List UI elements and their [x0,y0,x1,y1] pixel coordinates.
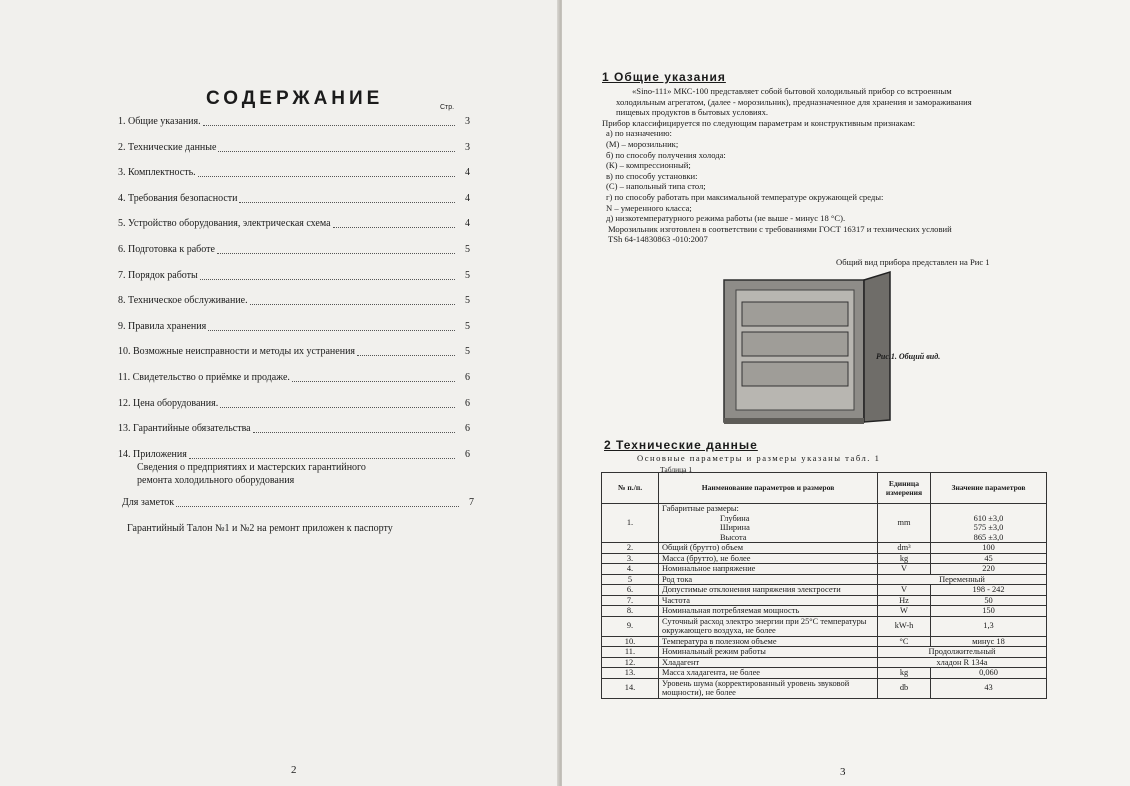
row-value: хладон R 134a [878,657,1047,668]
row-value: 610 ±3,0 575 ±3,0 865 ±3,0 [931,504,1047,543]
freezer-door [864,272,890,422]
leader-dots [176,497,459,507]
table-row [602,564,1047,575]
figure-caption: Рис.1. Общий вид. [876,352,941,361]
freezer-illustration [714,268,934,428]
body-line: г) по способу работать при максимальной температуре окружающей среды: [606,191,884,202]
row-number: 8. [602,606,659,617]
row-number: 6. [602,585,659,596]
body-line: в) по способу установки: [606,170,698,181]
table-row [602,647,1047,658]
toc-notes-row [122,497,474,508]
appendix-subtitle: Сведения о предприятиях и мастерских гарантийного ремонта холодильного оборудования [137,462,366,486]
row-name: Частота [659,595,878,606]
row-name: Уровень шума (корректированный уровень звуковой мощности), не более [659,678,878,698]
page-number-right: 3 [840,766,846,778]
section-2-heading: 2 Технические данные [604,438,758,452]
leader-dots [250,295,455,305]
toc-item-label: 13. Гарантийные обязательства [118,423,251,435]
row-number: 3. [602,553,659,564]
toc-item-label: 5. Устройство оборудования, электрическая схема [118,218,331,230]
table-label: Таблица 1 [660,465,693,474]
row-unit: Hz [878,595,931,606]
toc-title: СОДЕРЖАНИЕ [206,88,384,109]
toc-item-label: 12. Цена оборудования. [118,397,219,409]
section-1-heading: 1 Общие указания [602,70,726,84]
row-name: Суточный расход электро энергии при 25°С температуры окружающего воздуха, не более [659,616,878,636]
toc-item-page: 6 [465,371,470,383]
toc-item [118,372,470,398]
toc-item [118,244,470,270]
row-value: Продолжительный [878,647,1047,658]
general-instructions [602,86,1042,245]
table-row [602,543,1047,554]
row-unit: kg [878,553,931,564]
freezer-base [724,418,864,424]
toc-item [118,295,470,321]
header-value: Значение параметров [931,473,1047,504]
table-row [602,606,1047,617]
body-line: холодильным агрегатом, (далее - морозильник), предназначенное для хранения и замораживания [616,96,972,107]
toc-item-page: 4 [465,167,470,179]
body-line: «Sino-111» МКС-100 представляет собой бытовой холодильный прибор со встроенным [632,86,952,96]
left-page [0,0,560,786]
row-number: 13. [602,668,659,679]
toc-item-page: 3 [465,116,470,127]
page-number-left: 2 [291,764,297,776]
row-unit: V [878,564,931,575]
body-line: а) по назначению: [606,128,672,139]
leader-dots [217,244,455,254]
freezer-drawer-3 [742,362,848,386]
leader-dots [239,193,455,203]
toc-item [118,398,470,424]
toc-item-page: 6 [465,423,470,435]
toc-item-page: 6 [465,448,470,460]
body-line: Прибор классифицируется по следующим параметрам и конструктивным признакам: [602,117,916,128]
toc-item-label: 2. Технические данные [118,141,217,153]
toc-item [118,423,470,449]
row-unit: V [878,585,931,596]
tech-intro: Основные параметры и размеры указаны табл. 1 [637,453,881,463]
row-value: 198 - 242 [931,585,1047,596]
toc-item-page: 4 [465,218,470,230]
row-unit: mm [878,504,931,543]
body-line: б) по способу получения холода: [606,149,726,160]
row-name: Номинальное напряжение [659,564,878,575]
page-column-label: Стр. [440,104,455,111]
row-number: 2. [602,543,659,554]
toc-item-label: 9. Правила хранения [118,320,207,332]
table-row [602,657,1047,668]
row-unit: dm³ [878,543,931,554]
toc-item [118,142,470,168]
row-unit: W [878,606,931,617]
body-line: (М) – морозильник; [606,138,679,149]
leader-dots [198,167,455,177]
toc-item-page: 4 [465,192,470,204]
table-row [602,595,1047,606]
row-number: 12. [602,657,659,668]
row-unit: db [878,678,931,698]
freezer-drawer-2 [742,332,848,356]
leader-dots [203,116,455,126]
leader-dots [189,449,455,459]
toc-item [118,346,470,372]
toc-list [118,116,470,474]
row-name: Хладагент [659,657,878,668]
header-number: № п./п. [602,473,659,504]
header-name: Наименование параметров и размеров [659,473,878,504]
toc-item-label: 3. Комплектность. [118,167,196,179]
leader-dots [333,218,455,228]
table-row [602,504,1047,543]
toc-item-page: 6 [465,397,470,409]
toc-item-label: 6. Подготовка к работе [118,243,215,255]
leader-dots [253,423,455,433]
toc-item [118,167,470,193]
table-row [602,585,1047,596]
toc-item-label: 7. Порядок работы [118,269,198,281]
row-number: 10. [602,636,659,647]
notes-label: Для заметок [122,497,175,508]
parameters-table [601,472,1047,699]
header-unit: Единица измерения [878,473,931,504]
row-number: 1. [602,504,659,543]
row-value: 100 [931,543,1047,554]
leader-dots [292,372,455,382]
row-unit: °С [878,636,931,647]
row-number: 5 [602,574,659,585]
body-line: (К) – компрессионный; [606,160,691,171]
row-value: 43 [931,678,1047,698]
row-name: Масса хладагента, не более [659,668,878,679]
body-line: Морозильник изготовлен в соответствии с требованиями ГОСТ 16317 и технических условий [608,223,952,234]
row-value: 50 [931,595,1047,606]
row-value: 220 [931,564,1047,575]
toc-item-label: 4. Требования безопасности [118,192,238,204]
row-name: Род тока [659,574,878,585]
row-name: Габаритные размеры: Глубина Ширина Высота [659,504,878,543]
body-line: N – умеренного класса; [606,202,692,213]
row-name: Номинальный режим работы [659,647,878,658]
table-row [602,553,1047,564]
toc-item-label: 11. Свидетельство о приёмке и продаже. [118,371,290,383]
guarantee-note: Гарантийный Талон №1 и №2 на ремонт приложен к паспорту [127,523,393,534]
leader-dots [220,398,455,408]
row-number: 11. [602,647,659,658]
body-line: TSh 64-14830863 -010:2007 [608,234,708,245]
leader-dots [200,270,455,280]
toc-item [118,193,470,219]
body-line: (С) – напольный типа стол; [606,181,706,192]
leader-dots [218,142,455,152]
row-name: Номинальная потребляемая мощность [659,606,878,617]
table-row [602,574,1047,585]
row-number: 9. [602,616,659,636]
table-row [602,616,1047,636]
figure-reference: Общий вид прибора представлен на Рис 1 [836,257,990,267]
toc-item-label: 10. Возможные неисправности и методы их устранения [118,346,356,358]
row-value: минус 18 [931,636,1047,647]
toc-item [118,116,470,142]
row-value: 0,060 [931,668,1047,679]
toc-item [118,270,470,296]
row-name: Температура в полезном объеме [659,636,878,647]
table-row [602,668,1047,679]
toc-item-label: 14. Приложения [118,448,187,460]
toc-item-page: 5 [465,269,470,281]
table-row [602,678,1047,698]
row-value: 1,3 [931,616,1047,636]
right-page [562,0,1130,786]
row-unit: kW-h [878,616,931,636]
freezer-drawer-1 [742,302,848,326]
toc-item [118,321,470,347]
toc-item-page: 5 [465,320,470,332]
table-header-row [602,473,1047,504]
toc-item-page: 3 [465,141,470,153]
toc-item-label: 8. Техническое обслуживание. [118,295,248,307]
row-value: Переменный [878,574,1047,585]
row-name: Допустимые отклонения напряжения электросети [659,585,878,596]
row-number: 14. [602,678,659,698]
row-unit: kg [878,668,931,679]
body-line: пищевых продуктов в бытовых условиях. [616,107,769,118]
row-name: Масса (брутто), не более [659,553,878,564]
leader-dots [357,346,455,356]
toc-item [118,218,470,244]
toc-item-page: 5 [465,346,470,358]
row-name: Общий (брутто) объем [659,543,878,554]
table-row [602,636,1047,647]
row-value: 45 [931,553,1047,564]
body-line: д) низкотемпературного режима работы (не выше - минус 18 °С). [606,213,846,224]
toc-item-page: 5 [465,243,470,255]
toc-item-page: 5 [465,295,470,307]
row-number: 4. [602,564,659,575]
leader-dots [208,321,455,331]
row-value: 150 [931,606,1047,617]
row-number: 7. [602,595,659,606]
toc-item-label: 1. Общие указания. [118,116,201,127]
notes-page: 7 [469,497,474,508]
